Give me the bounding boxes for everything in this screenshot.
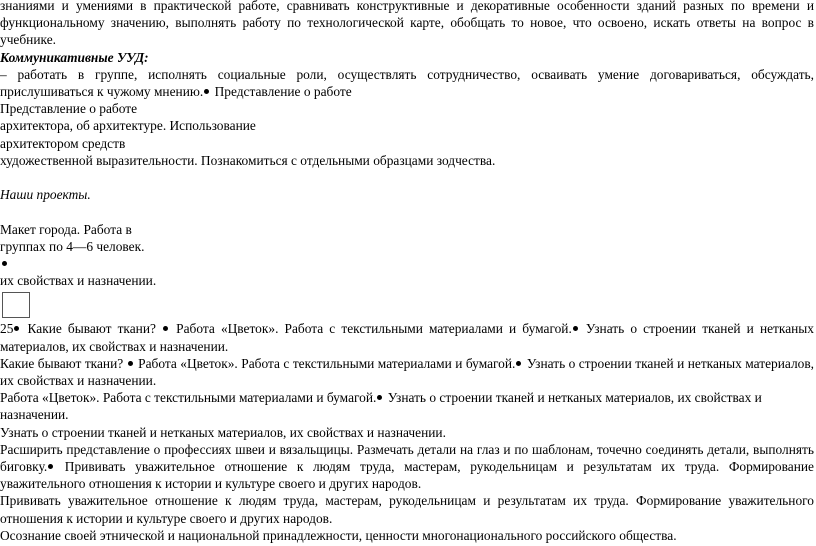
bullet-icon <box>128 361 133 366</box>
props-line: их свойствах и назначении. <box>0 273 157 289</box>
bullet-icon <box>48 464 53 469</box>
bullet-icon <box>2 261 7 266</box>
text-line-1: знаниями и умениями в практической работе, сравнивать конструктивные и декоративные особенности зданий разных по времени и функциональному <box>0 0 814 31</box>
p27-part-b: Узнать о строении тканей и нетканых материалов, их свойствах и назначении. <box>0 390 762 423</box>
p29-part-a: Расширить представление о профессиях швеи и вязальщицы. Размечать детали на глаз и по шаблонам, точечно соединять детали, выполнять биговку. <box>0 441 814 475</box>
city-line-2: группах по 4—6 человек. <box>0 238 145 254</box>
bullet-icon <box>573 326 578 331</box>
text-line-2: значению, выполнять работу по технологической карте, обобщать то новое, что освоено, искать ответы на вопрос в учебнике. <box>0 15 814 48</box>
image-placeholder <box>2 292 30 318</box>
paragraph-28: Узнать о строении тканей и нетканых материалов, их свойствах и назначении. <box>0 424 446 440</box>
p26-part-b: Работа «Цветок». Работа с текстильными материалами и бумагой. <box>134 355 516 371</box>
blank-line <box>0 169 816 186</box>
projects-title: Наши проекты. <box>0 187 91 203</box>
projects-heading <box>0 186 816 203</box>
rep-line-4: художественной выразительности. Познакомиться с отдельными образцами зодчества. <box>0 152 496 168</box>
rep-line-2: архитектора, об архитектуре. Использование <box>0 118 256 134</box>
uud-heading <box>0 49 816 66</box>
bullet-line <box>0 255 816 272</box>
paragraph-29 <box>0 441 816 493</box>
blank-line <box>0 203 816 220</box>
paragraph-30: Прививать уважительное отношение к людям труда, мастерам, рукодельницам и результатам их труда. Формирование уважительного отношения к истории и культуре своего и других народов. <box>0 493 814 526</box>
bullet-icon <box>14 326 19 331</box>
paragraph-25 <box>0 320 816 354</box>
paragraph-26 <box>0 355 816 389</box>
paragraph-27 <box>0 389 816 423</box>
bullet-icon <box>516 361 521 366</box>
lesson-number: 25 <box>0 321 14 337</box>
bullet-icon <box>163 326 168 331</box>
paragraph-skills <box>0 0 816 49</box>
paragraph-uud <box>0 66 816 100</box>
bullet-icon <box>204 89 209 94</box>
p27-part-a: Работа «Цветок». Работа с текстильными материалами и бумагой. <box>0 390 377 406</box>
uud-text: – работать в группе, исполнять социальные роли, осуществлять сотрудничество, осваивать умение договариваться, обсуждать, прислушиваться к чужому мнению. <box>0 66 814 100</box>
city-line-1: Макет города. Работа в <box>0 221 132 237</box>
rep-line-3: архитектором средств <box>0 135 126 151</box>
p26-part-a: Какие бывают ткани? <box>0 355 127 371</box>
rep-line-1: Представление о работе <box>0 101 138 117</box>
uud-title: Коммуникативные УУД: <box>0 49 149 65</box>
p29-part-b: Прививать уважительное отношение к людям труда, мастерам, рукодельницам и результатам их труда. Формирование уважительного отношения к истории и культуре своего и других народов. <box>0 459 814 492</box>
p25-part-b: Работа «Цветок». Работа с текстильными материалами и бумагой. <box>170 321 572 337</box>
p25-part-c: Узнать о строении тканей и нетканых материалов, их свойствах и назначении. <box>0 321 815 354</box>
bullet-icon <box>377 395 382 400</box>
p25-part-a: Какие бывают ткани? <box>21 321 163 337</box>
uud-text-tail: Представление о работе <box>211 84 352 100</box>
p26-part-c: Узнать о строении тканей и нетканых материалов, их свойствах и назначении. <box>0 355 814 389</box>
paragraph-31: Осознание своей этнической и национальной принадлежности, ценности многонационального российского общества. <box>0 527 677 543</box>
